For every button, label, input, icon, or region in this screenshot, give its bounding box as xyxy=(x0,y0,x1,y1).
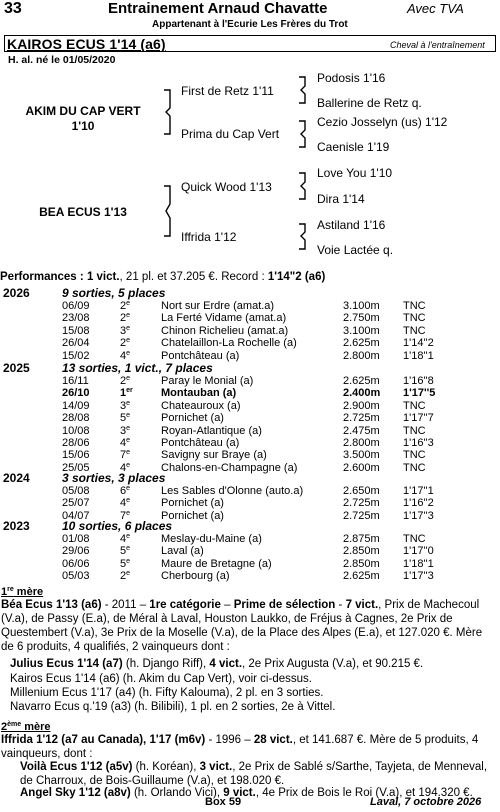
race-time: TNC xyxy=(403,424,426,437)
year-label: 2023 xyxy=(3,519,30,533)
dd-sire: Astiland 1'16 xyxy=(317,218,386,232)
race-distance: 2.625m xyxy=(343,570,380,583)
race-date: 25/05 xyxy=(62,461,90,474)
race-row xyxy=(0,325,500,338)
race-row xyxy=(0,497,500,510)
race-row xyxy=(0,375,500,388)
race-place: 4e xyxy=(120,497,131,510)
race-time: 1'16''8 xyxy=(403,375,434,387)
ds-dam: Dira 1'14 xyxy=(317,192,365,206)
race-row xyxy=(0,485,500,498)
race-row xyxy=(0,449,500,462)
race-time: TNC xyxy=(403,533,426,545)
performances-summary: Performances : 1 vict., 21 pl. et 37.205 €. Record : 1'14"2 (a6) xyxy=(0,271,326,283)
race-place: 5e xyxy=(120,412,131,425)
race-row xyxy=(0,300,500,313)
race-distance: 2.475m xyxy=(343,424,380,437)
page-number: 33 xyxy=(4,0,22,17)
race-time: TNC xyxy=(403,399,426,412)
race-time: 1'17''0 xyxy=(403,545,434,558)
horse-status: Cheval à l'entraînement xyxy=(390,40,485,50)
race-date: 28/06 xyxy=(62,437,90,449)
sd-sire: Cezio Josselyn (us) 1'12 xyxy=(317,115,448,129)
race-time: 1'17''7 xyxy=(403,412,434,425)
race-name: Laval (a) xyxy=(161,545,204,558)
race-place: 5e xyxy=(120,545,131,558)
sire-time: 1'10 xyxy=(71,119,95,133)
race-row xyxy=(0,337,500,350)
year-summary: 3 sorties, 3 places xyxy=(62,471,166,485)
race-name: Nort sur Erdre (amat.a) xyxy=(161,300,275,312)
race-date: 23/08 xyxy=(62,312,90,325)
ss-dam: Ballerine de Retz q. xyxy=(317,96,422,110)
race-time: 1'16''3 xyxy=(403,437,434,449)
footer-box: Box 59 xyxy=(205,796,242,808)
race-place: 2e xyxy=(120,337,131,350)
race-time: 1'16''2 xyxy=(403,497,434,510)
race-name: La Ferté Vidame (amat.a) xyxy=(161,312,287,325)
year-summary: 10 sorties, 6 places xyxy=(62,519,173,533)
race-row xyxy=(0,425,500,438)
race-time: 1'17''5 xyxy=(403,387,436,400)
footer-place-date: Laval, 7 octobre 2026 xyxy=(370,796,482,808)
mere1-para: Béa Ecus 1'13 (a6) - 2011 – 1re catégorie – Prime de sélection - 7 vict., Prix de Machecoul (V.a), de Passy (E.a), de Méral à Laval, Houston Laukko, de Fréjus à Cagnes, 2e Prix de Questembert (V.a), 3e Prix de la Moselle (V.a), de la Place des Alpes (E.a), et 127.020 €. Mère de 6 produits, 4 qualifiés, 2 vainqueurs dont : xyxy=(1,599,483,653)
race-row xyxy=(0,312,500,325)
race-date: 15/02 xyxy=(62,349,90,362)
race-name: Maure de Bretagne (a) xyxy=(161,557,272,570)
race-date: 14/09 xyxy=(62,399,90,412)
race-date: 26/10 xyxy=(62,387,90,400)
race-name: Pornichet (a) xyxy=(161,497,224,510)
horse-name: KAIROS ECUS 1'14 (a6) xyxy=(7,36,166,52)
year-label: 2025 xyxy=(3,361,30,375)
mere1-product-4: Navarro Ecus q.'19 (a3) (h. Bilibili), 1 pl. en 2 sorties, 2e à Vittel. xyxy=(10,701,336,713)
mere1-product-1: Julius Ecus 1'14 (a7) (h. Django Riff), 4 vict., 2e Prix Augusta (V.a), et 90.215 €. xyxy=(10,658,424,670)
race-place: 6e xyxy=(120,485,131,497)
ds-sire: Love You 1'10 xyxy=(317,166,393,180)
race-time: 1'17''1 xyxy=(403,485,434,497)
race-name: Royan-Atlantique (a) xyxy=(161,424,262,437)
sire-sire: First de Retz 1'11 xyxy=(181,84,274,98)
race-date: 05/08 xyxy=(62,485,90,497)
race-row xyxy=(0,412,500,425)
race-name: Savigny sur Braye (a) xyxy=(161,449,267,462)
dam-name: BEA ECUS 1'13 xyxy=(39,205,127,219)
race-time: TNC xyxy=(403,312,426,325)
race-place: 2e xyxy=(120,300,131,312)
race-time: 1'18''1 xyxy=(403,557,434,570)
race-place: 3e xyxy=(120,399,131,412)
race-distance: 2.725m xyxy=(343,412,380,425)
race-distance: 2.800m xyxy=(343,437,380,449)
mere1-title: 1re mère xyxy=(1,586,44,598)
race-distance: 2.625m xyxy=(343,337,380,350)
mere2-product-2: Angel Sky 1'12 (a8v) (h. Orlando Vici), 9 vict., 4e Prix de Bois le Roi (V.a), et 194.320 €. xyxy=(20,787,473,799)
year-summary: 9 sorties, 5 places xyxy=(62,286,166,300)
race-date: 28/08 xyxy=(62,412,90,425)
sire-dam: Prima du Cap Vert xyxy=(181,127,280,141)
race-place: 2e xyxy=(120,375,131,387)
race-place: 3e xyxy=(120,324,131,337)
race-date: 15/08 xyxy=(62,324,90,337)
race-date: 29/06 xyxy=(62,545,90,558)
race-date: 06/06 xyxy=(62,557,90,570)
race-distance: 2.725m xyxy=(343,509,380,522)
race-place: 2e xyxy=(120,570,131,583)
year-label: 2026 xyxy=(3,286,30,300)
race-distance: 3.500m xyxy=(343,449,380,462)
race-time: 1'18''1 xyxy=(403,349,434,362)
race-distance: 2.850m xyxy=(343,557,380,570)
race-time: TNC xyxy=(403,300,426,312)
ss-sire: Podosis 1'16 xyxy=(317,71,386,85)
race-row xyxy=(0,387,500,400)
race-name: Chateauroux (a) xyxy=(161,399,241,412)
mere2-title: 2ème mère xyxy=(1,721,51,733)
race-name: Les Sables d'Olonne (auto.a) xyxy=(161,485,304,497)
race-place: 4e xyxy=(120,461,131,474)
tva-note: Avec TVA xyxy=(407,1,464,16)
race-distance: 3.100m xyxy=(343,324,380,337)
trainer-title: Entrainement Arnaud Chavatte xyxy=(108,0,328,17)
dd-dam: Voie Lactée q. xyxy=(317,243,394,257)
mere1-product-2: Kairos Ecus 1'14 (a6) (h. Akim du Cap Vert), voir ci-dessus. xyxy=(10,673,312,685)
race-distance: 2.650m xyxy=(343,485,380,497)
race-place: 7e xyxy=(120,509,131,522)
race-place: 7e xyxy=(120,449,131,462)
dam-dam: Iffrida 1'12 xyxy=(181,230,237,244)
race-name: Chinon Richelieu (amat.a) xyxy=(161,324,289,337)
race-place: 1er xyxy=(120,387,133,400)
sire-name: AKIM DU CAP VERT xyxy=(25,104,141,118)
race-time: TNC xyxy=(403,449,426,462)
race-row xyxy=(0,437,500,450)
year-label: 2024 xyxy=(3,471,30,485)
race-distance: 2.875m xyxy=(343,533,380,545)
race-date: 15/06 xyxy=(62,449,90,462)
race-date: 16/11 xyxy=(62,375,89,387)
race-distance: 2.625m xyxy=(343,375,380,387)
race-date: 25/07 xyxy=(62,497,90,510)
race-date: 05/03 xyxy=(62,570,90,583)
race-name: Meslay-du-Maine (a) xyxy=(161,533,262,545)
race-row xyxy=(0,533,500,546)
race-name: Pontchâteau (a) xyxy=(161,437,240,449)
race-date: 04/07 xyxy=(62,509,90,522)
race-time: TNC xyxy=(403,461,426,474)
race-row xyxy=(0,570,500,583)
race-place: 2e xyxy=(120,312,131,325)
race-place: 4e xyxy=(120,349,131,362)
race-place: 4e xyxy=(120,533,131,545)
race-time: TNC xyxy=(403,324,426,337)
race-name: Montauban (a) xyxy=(161,387,237,400)
dam-sire: Quick Wood 1'13 xyxy=(181,180,272,194)
race-distance: 2.800m xyxy=(343,349,380,362)
sd-dam: Caenisle 1'19 xyxy=(317,140,390,154)
race-place: 5e xyxy=(120,557,131,570)
mere2-para: Iffrida 1'12 (a7 au Canada), 1'17 (m6v) - 1996 – 28 vict., et 141.687 €. Mère de 5 produits, 4 vainqueurs, dont : xyxy=(1,734,479,760)
race-distance: 2.850m xyxy=(343,545,380,558)
race-name: Pornichet (a) xyxy=(161,412,224,425)
mere1-product-3: Millenium Ecus 1'17 (a4) (h. Fifty Kalouma), 2 pl. en 3 sorties. xyxy=(10,687,324,699)
race-date: 01/08 xyxy=(62,533,90,545)
race-row xyxy=(0,400,500,413)
race-name: Cherbourg (a) xyxy=(161,570,230,583)
race-time: 1'14''2 xyxy=(403,337,434,350)
race-row xyxy=(0,558,500,571)
race-date: 26/04 xyxy=(62,337,90,350)
race-name: Chatelaillon-La Rochelle (a) xyxy=(161,337,297,350)
race-row xyxy=(0,545,500,558)
race-time: 1'17''3 xyxy=(403,570,434,583)
race-date: 06/09 xyxy=(62,300,90,312)
race-distance: 2.600m xyxy=(343,461,380,474)
race-distance: 2.900m xyxy=(343,399,380,412)
race-distance: 2.750m xyxy=(343,312,380,325)
race-place: 3e xyxy=(120,424,131,437)
owner-subtitle: Appartenant à l'Ecurie Les Frères du Trot xyxy=(152,19,348,30)
race-distance: 2.400m xyxy=(343,387,381,400)
race-name: Paray le Monial (a) xyxy=(161,375,254,387)
race-time: 1'17''3 xyxy=(403,509,434,522)
race-date: 10/08 xyxy=(62,424,90,437)
race-place: 4e xyxy=(120,437,131,449)
year-summary: 13 sorties, 1 vict., 7 places xyxy=(62,361,213,375)
mere2-product-1: Voilà Ecus 1'12 (a5v) (h. Koréan), 3 vict., 2e Prix de Sablé s/Sarthe, Tayjeta, de Menneval, de Charroux, de Bois-Guillaume (V.a), et 198.020 €. xyxy=(20,761,488,787)
race-distance: 2.725m xyxy=(343,497,380,510)
horse-birth: H. al. né le 01/05/2020 xyxy=(8,54,116,66)
race-name: Chalons-en-Champagne (a) xyxy=(161,461,298,474)
race-name: Pornichet (a) xyxy=(161,509,224,522)
race-distance: 3.100m xyxy=(343,300,380,312)
race-name: Pontchâteau (a) xyxy=(161,349,240,362)
